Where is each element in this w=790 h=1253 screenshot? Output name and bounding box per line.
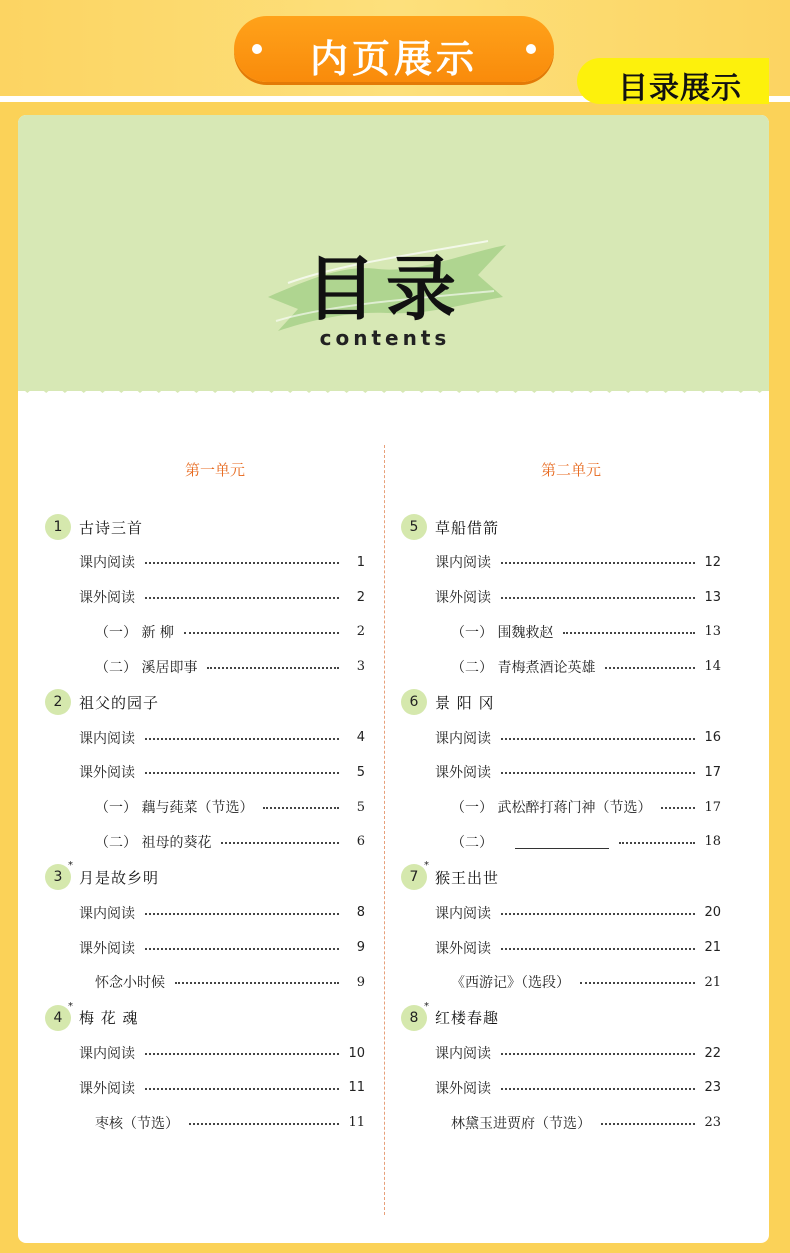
- toc-entry[interactable]: [45, 1105, 385, 1140]
- page-number: 13: [704, 624, 721, 640]
- lesson-number-badge: [45, 689, 71, 715]
- toc-entry[interactable]: [401, 825, 741, 860]
- page-number: 5: [356, 764, 365, 780]
- toc-entry-label: （一） 围魏救赵: [451, 624, 554, 641]
- toc-entry-label: 课外阅读: [435, 940, 491, 957]
- lesson-title: 祖父的园子: [79, 693, 160, 712]
- toc-entry[interactable]: [401, 1105, 741, 1140]
- dot-leader: [563, 632, 695, 634]
- toc-entry[interactable]: [401, 720, 741, 755]
- lesson-number-badge: [401, 689, 427, 715]
- lesson-number: 6: [409, 694, 419, 711]
- toc-entry[interactable]: [401, 1071, 741, 1106]
- dot-leader: [145, 948, 339, 950]
- dot-leader: [580, 982, 695, 984]
- toc-entry[interactable]: [401, 1036, 741, 1071]
- lesson-heading[interactable]: [45, 1000, 385, 1036]
- page-number: 9: [356, 974, 365, 990]
- lesson-heading[interactable]: [401, 684, 741, 720]
- page-number: 22: [704, 1045, 721, 1061]
- page-number: 21: [704, 974, 721, 990]
- toc-entry-label: （二） 祖母的葵花: [95, 834, 212, 851]
- page-number: 2: [356, 589, 365, 605]
- toc-entry-label: 林黛玉进贾府（节选）: [451, 1115, 591, 1132]
- lesson-heading[interactable]: [401, 1000, 741, 1036]
- toc-column-left: [45, 455, 385, 1140]
- dot-leader: [221, 842, 339, 844]
- scallop-edge-decoration: [18, 373, 769, 403]
- toc-entry-label: （二）: [451, 834, 493, 851]
- dot-leader: [184, 632, 339, 634]
- toc-entry[interactable]: [45, 649, 385, 684]
- toc-entry[interactable]: [401, 965, 741, 1000]
- toc-entry[interactable]: [45, 825, 385, 860]
- toc-entry-label: （二） 溪居即事: [95, 659, 198, 676]
- lesson-heading[interactable]: [401, 859, 741, 895]
- dot-leader: [501, 913, 695, 915]
- page-number: 13: [704, 589, 721, 605]
- dot-icon: [526, 44, 536, 54]
- toc-entry-label: 课内阅读: [435, 1046, 491, 1063]
- contents-sheet: [18, 115, 769, 1243]
- dot-leader: [501, 562, 695, 564]
- dot-leader: [605, 667, 695, 669]
- fill-in-blank-line: [515, 834, 609, 849]
- dot-leader: [263, 807, 339, 809]
- lesson-number: 4: [53, 1009, 63, 1026]
- lesson-number: 8: [409, 1009, 419, 1026]
- toc-entry[interactable]: [45, 755, 385, 790]
- dot-leader: [145, 562, 339, 564]
- toc-entry[interactable]: [401, 649, 741, 684]
- toc-entry[interactable]: [401, 895, 741, 930]
- lesson-star-mark: *: [424, 860, 429, 872]
- lesson-number: 3: [53, 869, 63, 886]
- page-title: 内页展示: [309, 37, 478, 81]
- lesson-number: 5: [409, 519, 419, 535]
- lesson-title: 古诗三首: [79, 518, 144, 537]
- toc-entry-label: （一） 新 柳: [95, 624, 174, 641]
- toc-entry[interactable]: [401, 755, 741, 790]
- dot-leader: [207, 667, 339, 669]
- unit-title: 第一单元: [184, 461, 245, 479]
- lesson-title: 猴王出世: [435, 868, 500, 887]
- toc-entry-label: 枣核（节选）: [95, 1115, 179, 1132]
- page-number: 17: [704, 799, 721, 815]
- toc-entry-label: 课外阅读: [79, 590, 135, 607]
- page-number: 11: [348, 1115, 365, 1131]
- page-number: 16: [704, 730, 721, 746]
- dot-leader: [145, 1053, 339, 1055]
- toc-entry[interactable]: [45, 720, 385, 755]
- toc-entry-label: （一） 藕与莼菜（节选）: [95, 800, 254, 817]
- toc-entry-label: 课内阅读: [79, 730, 135, 747]
- page-number: 20: [704, 905, 721, 921]
- page-number: 14: [704, 659, 721, 675]
- lesson-number-badge: [45, 1000, 73, 1031]
- page-number: 10: [348, 1045, 365, 1061]
- lesson-star-mark: *: [68, 1000, 73, 1012]
- toc-entry[interactable]: [45, 895, 385, 930]
- toc-entry-label: 课内阅读: [79, 555, 135, 572]
- lesson-star-mark: *: [68, 860, 73, 872]
- page-number: 11: [348, 1080, 365, 1096]
- dot-leader: [145, 1088, 339, 1090]
- page-number: 18: [704, 834, 721, 850]
- lesson-number: 2: [53, 694, 63, 711]
- lesson-title: 景 阳 冈: [435, 693, 495, 712]
- toc-entry-label: 课内阅读: [79, 1046, 135, 1063]
- toc-entry[interactable]: [45, 545, 385, 580]
- lesson-number: 7: [409, 869, 419, 886]
- dot-leader: [145, 913, 339, 915]
- page-number: 6: [356, 834, 365, 850]
- lesson-number-badge: [401, 514, 427, 540]
- dot-leader: [145, 597, 339, 599]
- lesson-title: 梅 花 魂: [79, 1009, 139, 1028]
- toc-entry[interactable]: [401, 545, 741, 580]
- dot-leader: [501, 1088, 695, 1090]
- lesson-heading[interactable]: [45, 684, 385, 720]
- toc-entry[interactable]: [45, 1071, 385, 1106]
- lesson-title: 草船借箭: [435, 518, 500, 537]
- toc-entry[interactable]: [45, 580, 385, 615]
- dot-leader: [189, 1123, 339, 1125]
- lesson-heading[interactable]: [401, 509, 741, 545]
- dot-leader: [145, 772, 339, 774]
- cover-subtitle: contents: [319, 326, 451, 350]
- toc-entry[interactable]: [401, 790, 741, 825]
- toc-entry-label: 课内阅读: [79, 905, 135, 922]
- dot-leader: [145, 738, 339, 740]
- lesson-star-mark: *: [424, 1000, 429, 1012]
- toc-entry-label: 课外阅读: [79, 1080, 135, 1097]
- toc-entry[interactable]: [45, 1036, 385, 1071]
- page-number: 5: [356, 799, 365, 815]
- lesson-number: 1: [53, 519, 63, 535]
- page-number: 2: [356, 624, 365, 640]
- lesson-heading[interactable]: [45, 509, 385, 545]
- dot-leader: [501, 597, 695, 599]
- cover-title: 目录: [306, 248, 466, 330]
- toc-entry-label: （一） 武松醉打蒋门神（节选）: [451, 800, 652, 817]
- lesson-number-badge: [401, 860, 429, 890]
- dot-leader: [501, 772, 695, 774]
- toc-entry-label: 课外阅读: [435, 590, 491, 607]
- dot-leader: [501, 1053, 695, 1055]
- dot-leader: [601, 1123, 695, 1125]
- toc-entry-label: 课外阅读: [435, 765, 491, 782]
- page-number: 17: [704, 764, 721, 780]
- page-number: 3: [356, 659, 365, 675]
- toc-entry-label: 课外阅读: [79, 765, 135, 782]
- header-pill: [234, 16, 554, 82]
- page-number: 12: [704, 554, 721, 570]
- page-number: 8: [356, 905, 365, 921]
- dot-leader: [501, 738, 695, 740]
- page-number: 4: [356, 730, 365, 746]
- toc-entry[interactable]: [401, 580, 741, 615]
- dot-leader: [501, 948, 695, 950]
- toc-entry[interactable]: [45, 615, 385, 650]
- toc-entry[interactable]: [45, 790, 385, 825]
- page-number: 9: [356, 940, 365, 956]
- toc-entry[interactable]: [401, 930, 741, 965]
- lesson-number-badge: [45, 514, 71, 540]
- lesson-title: 月是故乡明: [79, 868, 160, 887]
- toc-entry-label: 怀念小时候: [95, 975, 165, 992]
- toc-entry-label: 课外阅读: [435, 1080, 491, 1097]
- page-number: 1: [356, 554, 365, 570]
- toc-entry-label: （二） 青梅煮酒论英雄: [451, 659, 596, 676]
- dot-leader: [619, 842, 695, 844]
- toc-column-right: [401, 455, 741, 1140]
- toc-entry[interactable]: [45, 930, 385, 965]
- section-badge-label: 目录展示: [618, 71, 742, 106]
- toc-entry-label: 《西游记》（选段）: [451, 975, 570, 992]
- toc-entry-label: 课内阅读: [435, 730, 491, 747]
- toc-entry-label: 课内阅读: [435, 905, 491, 922]
- lesson-number-badge: [401, 1000, 429, 1031]
- dot-leader: [661, 807, 695, 809]
- lesson-number-badge: [45, 860, 73, 890]
- page-number: 23: [704, 1080, 721, 1096]
- dot-leader: [175, 982, 339, 984]
- lesson-title: 红楼春趣: [435, 1009, 500, 1028]
- toc-entry[interactable]: [45, 965, 385, 1000]
- lesson-heading[interactable]: [45, 859, 385, 895]
- toc-entry-label: 课外阅读: [79, 940, 135, 957]
- unit-title: 第二单元: [540, 461, 601, 479]
- page-number: 21: [704, 940, 721, 956]
- page-number: 23: [704, 1115, 721, 1131]
- toc-entry[interactable]: [401, 615, 741, 650]
- toc-entry-label: 课内阅读: [435, 555, 491, 572]
